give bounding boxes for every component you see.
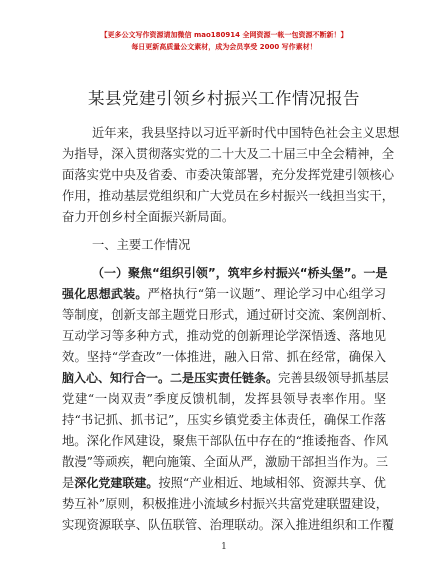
intro-line-1: 近年来，我县坚持以习近平新时代中国特色社会主义思想 <box>92 126 400 140</box>
para-line-12: 势互补”原则，积极推进小流域乡村振兴共富党建联盟建设， <box>62 497 389 511</box>
para-line-13: 实现资源联享、队伍联管、治理联动。深入推进组织和工作覆 <box>62 518 395 532</box>
promo-line-1: 【更多公文写作资源请加微信 mao180914 全网资源一帐一包资源不断新！】 <box>100 31 348 39</box>
para-text: 严格执行“第一议题”、理论学习中心组学习 <box>147 287 386 301</box>
para-line-4: 互动学习等多种方式，推动党的创新理论学深悟透、落地见 <box>62 329 386 343</box>
para-line-11 <box>62 475 386 491</box>
intro-line-5: 奋力开创乡村全面振兴新局面。 <box>62 210 235 224</box>
para-bold-text: 强化思想武装。 <box>62 287 148 301</box>
para-text: 效。坚持“学查改”一体推进，融入日常、抓在经常， <box>62 350 349 364</box>
para-line-7: 党建“一岗双责”季度反馈机制，发挥县领导表率作用。坚 <box>62 392 386 406</box>
para-line-10: 散漫”等顽疾，靶向施策、全面从严，激励干部担当作为。三 <box>62 455 389 469</box>
para-line-1: （一）聚焦“组织引领”，筑牢乡村振兴“桥头堡”。一是 <box>92 266 388 280</box>
para-line-9: 地。深化作风建设，聚焦干部队伍中存在的“推诿拖沓、作风 <box>62 434 389 448</box>
intro-line-3: 面落实党中央及省委、市委决策部署，充分发挥党建引领核心 <box>62 168 395 182</box>
promo-line-2: 每日更新高质量公文素材，成为会员享受 2000 写作素材！ <box>131 43 317 51</box>
para-line-3: 等制度，创新支部主题党日形式，通过研讨交流、案例剖析、 <box>62 308 395 322</box>
para-text: 按照“产业相近、地域相邻、资源共享、优 <box>158 476 386 490</box>
intro-line-4: 作用，推动基层党组织和广大党员在乡村振兴一线担当实干， <box>62 189 395 203</box>
para-bold-text: 深化党建联建。 <box>74 476 159 490</box>
section-heading: 一、主要工作情况 <box>92 238 191 252</box>
para-line-5 <box>62 349 386 365</box>
para-line-6 <box>62 370 389 386</box>
para-text: 是 <box>62 476 75 490</box>
page-number: 1 <box>221 542 227 552</box>
para-line-2 <box>62 286 386 302</box>
para-text: 确保入 <box>348 350 386 364</box>
para-line-8: 持“书记抓、抓书记”，压实乡镇党委主体责任，确保工作落 <box>62 413 386 427</box>
document-title: 某县党建引领乡村振兴工作情况报告 <box>88 89 360 108</box>
para-text: 完善县级领导抓基层 <box>278 371 389 385</box>
para-bold-text: 脑入心、知行合一。二是压实责任链条。 <box>62 371 279 385</box>
intro-line-2: 为指导，深入贯彻落实党的二十大及二十届三中全会精神，全 <box>62 147 395 161</box>
